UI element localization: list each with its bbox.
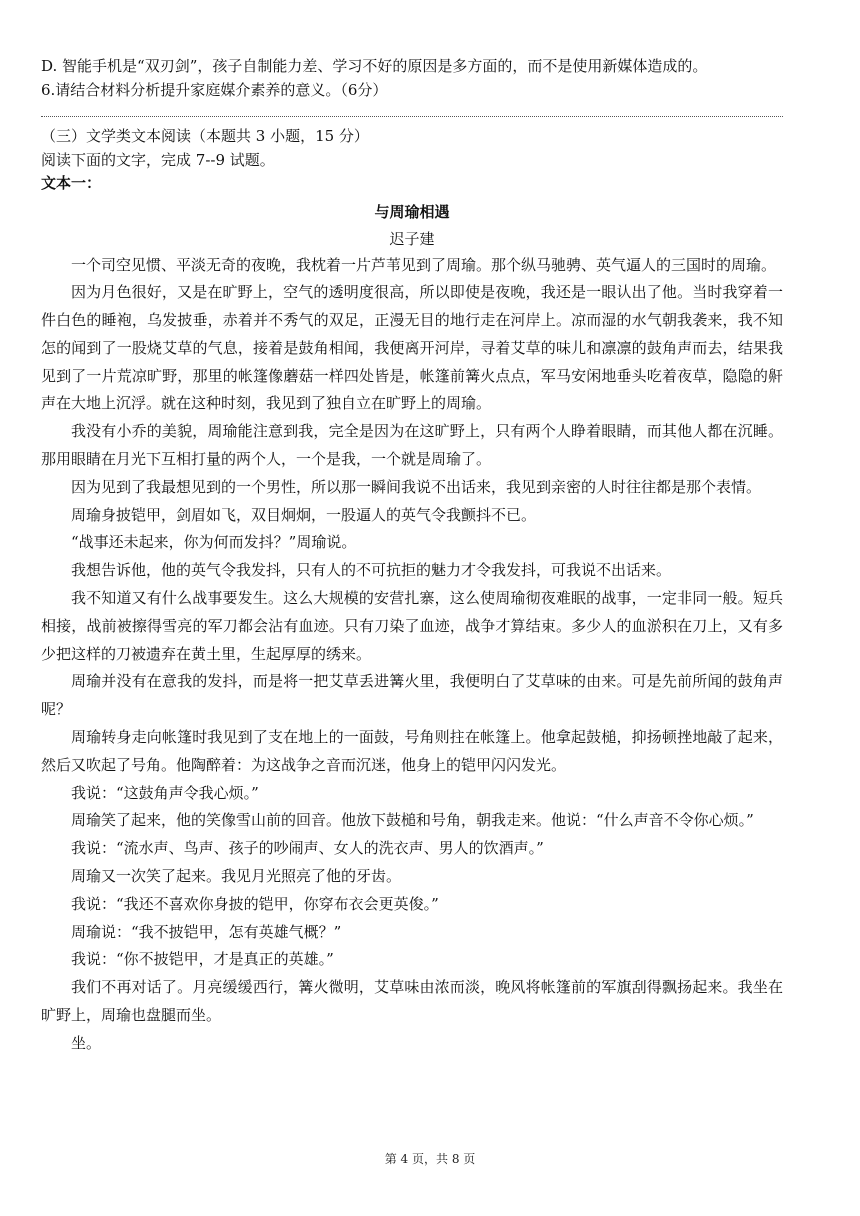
paragraph: “战事还未起来，你为何而发抖？”周瑜说。 (71, 533, 357, 552)
paragraph: 周瑜说：“我不披铠甲，怎有英雄气概？” (71, 922, 342, 941)
paragraph: 我不知道又有什么战事要发生。这么大规模的安营扎寨，这么使周瑜彻夜难眠的战事，一定非同一般。短兵相接，战前被擦得雪亮的军刀都会沾有血迹。只有刀染了血迹，战争才算结束。多少人的血淤积在刀上，又有多少把这样的刀被遗弃在黄土里，生起厚厚的绣来。 (41, 589, 783, 663)
paragraph: 我说：“你不披铠甲，才是真正的英雄。” (71, 950, 334, 969)
paragraph: 周瑜转身走向帐篷时我见到了支在地上的一面鼓，号角则拄在帐篷上。他拿起鼓槌，抑扬顿挫地敲了起来，然后又吹起了号角。他陶醉着：为这战争之音而沉迷，他身上的铠甲闪闪发光。 (41, 728, 783, 774)
paragraph: 因为月色很好，又是在旷野上，空气的透明度很高，所以即使是夜晚，我还是一眼认出了他。当时我穿着一件白色的睡袍，乌发披垂，赤着并不秀气的双足，正漫无目的地行走在河岸上。凉而湿的水气朝我袭来，我不知怎的闻到了一股烧艾草的气息，接着是鼓角相闻，我便离开河岸，寻着艾草的味儿和凛凛的鼓角声而去，结果我见到了一片荒凉旷野，那里的帐篷像蘑菇一样四处皆是，帐篷前篝火点点，军马安闲地垂头吃着夜草，隐隐的鼾声在大地上沉浮。就在这种时刻，我见到了独自立在旷野上的周瑜。 (41, 283, 783, 413)
paragraph: 周瑜笑了起来，他的笑像雪山前的回音。他放下鼓槌和号角，朝我走来。他说：“什么声音不令你心烦。” (71, 811, 754, 830)
paragraph: 我没有小乔的美貌，周瑜能注意到我，完全是因为在这旷野上，只有两个人睁着眼睛，而其他人都在沉睡。那用眼睛在月光下互相打量的两个人，一个是我，一个就是周瑜了。 (41, 422, 783, 469)
paragraph: 我们不再对话了。月亮缓缓西行，篝火微明，艾草味由浓而淡，晚风将帐篷前的军旗刮得飘扬起来。我坐在旷野上，周瑜也盘腿而坐。 (41, 978, 783, 1025)
paragraph: 我说：“这鼓角声令我心烦。” (71, 783, 259, 802)
option-d: D. 智能手机是“双刃剑”，孩子自制能力差、学习不好的原因是多方面的，而不是使用新媒体造成的。 (41, 57, 708, 75)
page-footer: 第 4 页，共 8 页 (384, 1152, 476, 1166)
paragraph: 周瑜并没有在意我的发抖，而是将一把艾草丢进篝火里，我便明白了艾草味的由来。可是先前所闻的鼓角声呢？ (41, 672, 783, 719)
section-divider (41, 116, 783, 117)
paragraph: 因为见到了我最想见到的一个男性，所以那一瞬间我说不出话来，我见到亲密的人时往往都是那个表情。 (71, 477, 762, 496)
paragraph: 坐。 (71, 1033, 102, 1052)
paragraph: 周瑜又一次笑了起来。我见月光照亮了他的牙齿。 (71, 867, 402, 886)
paragraph: 我想告诉他，他的英气令我发抖，只有人的不可抗拒的魅力才令我发抖，可我说不出话来。 (71, 561, 672, 580)
paragraph: 我说：“我还不喜欢你身披的铠甲，你穿布衣会更英俊。” (71, 894, 439, 913)
section-instruction: 阅读下面的文字，完成 7--9 试题。 (41, 150, 275, 169)
section-heading: （三）文学类文本阅读（本题共 3 小题，15 分） (41, 127, 369, 145)
document-page (41, 55, 783, 1058)
paragraph: 我说：“流水声、鸟声、孩子的吵闹声、女人的洗衣声、男人的饮酒声。” (71, 839, 544, 858)
question-6: 6.请结合材料分析提升家庭媒介素养的意义。（6分） (41, 80, 388, 99)
article-body (41, 252, 783, 1058)
paragraph: 一个司空见惯、平淡无奇的夜晚，我枕着一片芦苇见到了周瑜。那个纵马驰骋、英气逼人的三国时的周瑜。 (71, 255, 777, 274)
article-author: 迟子建 (389, 229, 435, 248)
article-title: 与周瑜相遇 (374, 202, 450, 221)
paragraph: 周瑜身披铠甲，剑眉如飞，双目炯炯，一股逼人的英气令我颤抖不已。 (71, 505, 537, 524)
text-label: 文本一： (41, 174, 102, 192)
